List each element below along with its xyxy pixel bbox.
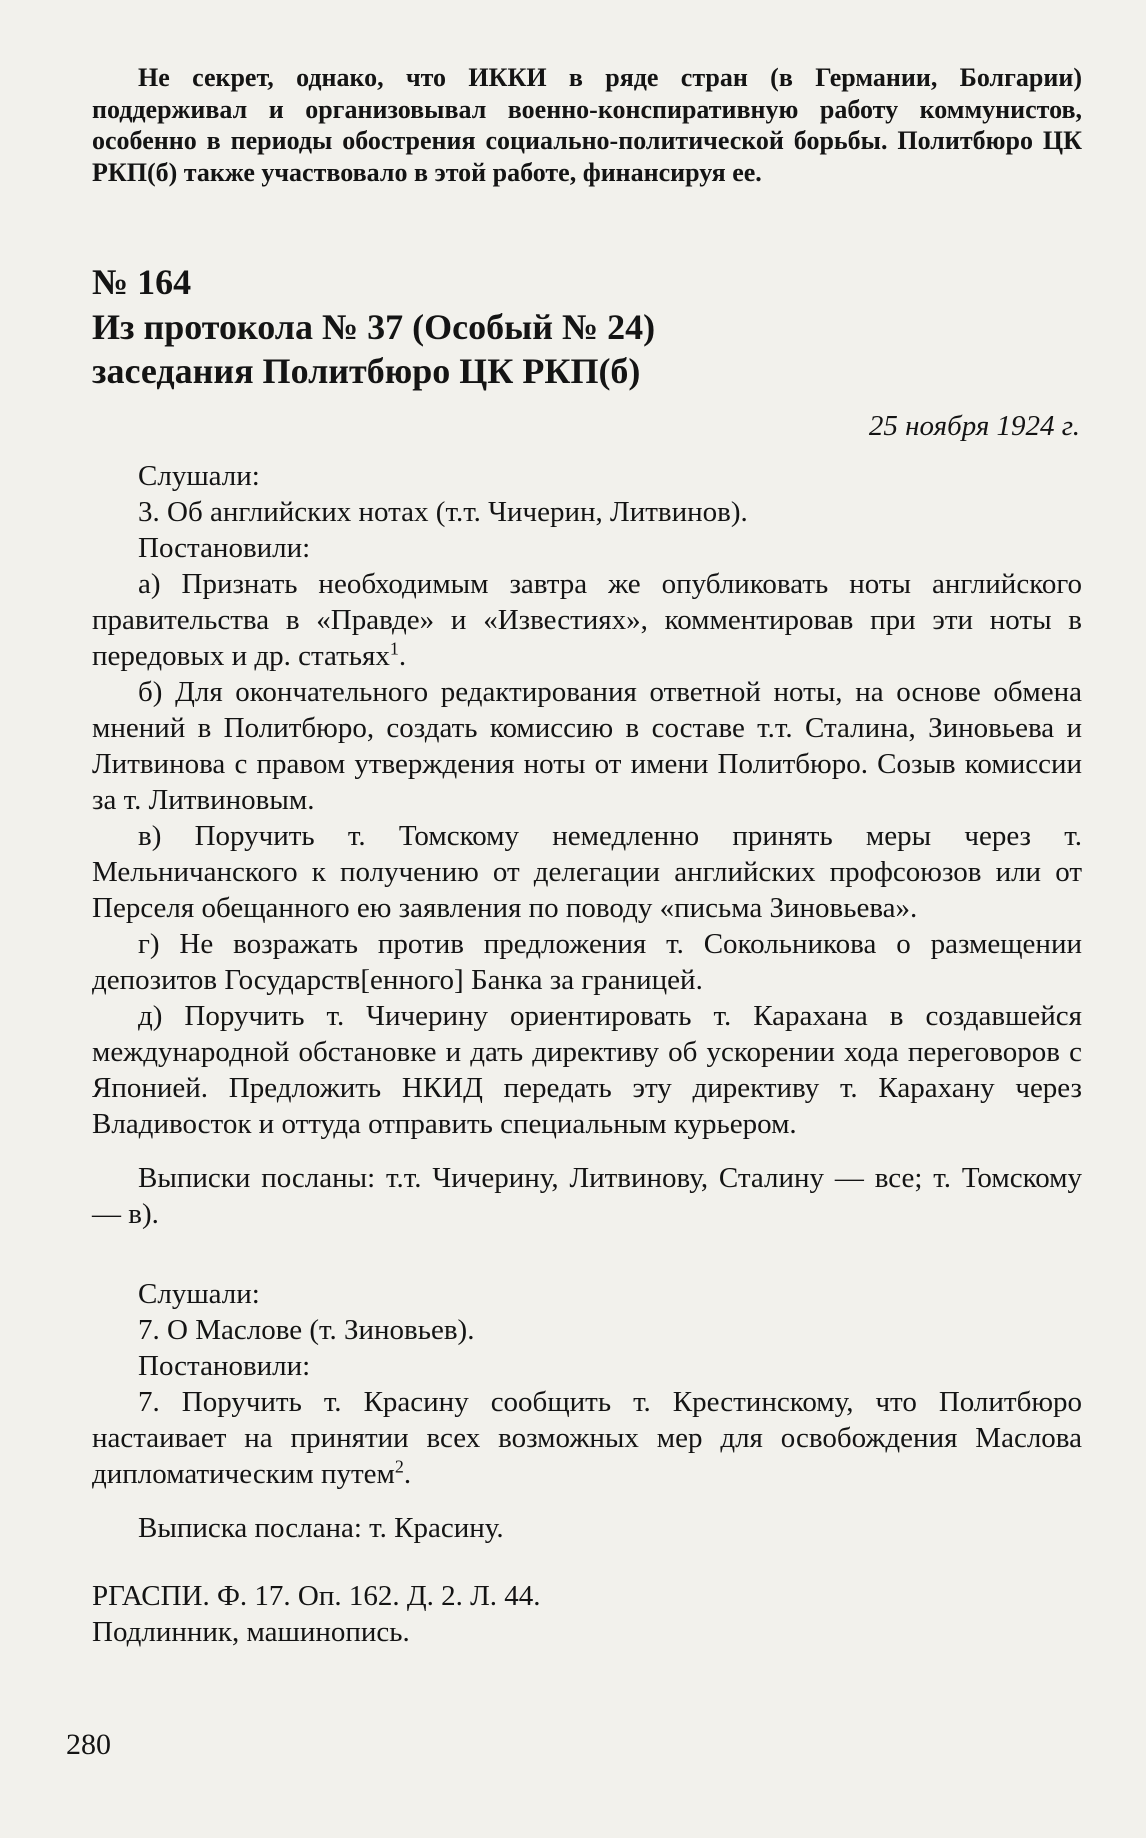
archive-type: Подлинник, машинопись. [92,1616,410,1648]
resolution-a-end: . [398,640,407,672]
extract-sent-2: Выписка послана: т. Красину. [138,1512,504,1544]
resolution-7-end: . [403,1458,412,1490]
archive-citation: РГАСПИ. Ф. 17. Оп. 162. Д. 2. Л. 44. [92,1580,541,1612]
document-title [92,305,792,393]
footnote-ref-2: 2 [394,1456,404,1477]
heard-label-1: Слушали: [138,460,260,492]
resolution-b: б) Для окончательного редактирования ответной ноты, на основе обмена мнений в Политбюро, создать комиссию в составе т.т. Сталина, Зиновьева и Литвинова с правом утверждения ноты от имени Политбюро. Созыв комиссии за т. Литвиновым. [92,676,1082,816]
protocol-body [92,458,1082,1546]
resolution-d: д) Поручить т. Чичерину ориентировать т. Карахана в создавшейся международной обстановке и дать директиву об ускорении хода переговоров с Японией. Предложить НКИД передать эту директиву т. Карахану через Владивосток и оттуда отправить специальным курьером. [92,1000,1082,1140]
document-title-line-1: Из протокола № 37 (Особый № 24) [92,307,656,347]
document-title-line-2: заседания Политбюро ЦК РКП(б) [92,351,641,391]
resolution-7-text: 7. Поручить т. Красину сообщить т. Крестинскому, что Политбюро настаивает на принятии всех возможных мер для освобождения Маслова дипломатическим путем [92,1386,1082,1490]
resolution-a [92,566,1082,674]
archive-reference [92,1578,1082,1650]
heard-label-2: Слушали: [138,1278,260,1310]
resolution-g: г) Не возражать против предложения т. Сокольникова о размещении депозитов Государств[енного] Банка за границей. [92,928,1082,996]
agenda-point-7: 7. О Маслове (т. Зиновьев). [138,1314,475,1346]
resolution-a-text: а) Признать необходимым завтра же опубликовать ноты английского правительства в «Правде» и «Известиях», комментировав при эти ноты в передовых и др. статьях [92,568,1082,672]
page-number: 280 [66,1728,111,1761]
agenda-point-3: 3. Об английских нотах (т.т. Чичерин, Литвинов). [138,496,748,528]
resolved-label-2: Постановили: [138,1350,311,1382]
intro-paragraph: Не секрет, однако, что ИККИ в ряде стран (в Германии, Болгарии) поддерживал и организовывал военно-конспиративную работу коммунистов, особенно в периоды обострения социально-политической борьбы. Политбюро ЦК РКП(б) также участвовало в этой работе, финансируя ее. [92,63,1082,187]
extracts-sent-1: Выписки посланы: т.т. Чичерину, Литвинову, Сталину — все; т. Томскому — в). [92,1162,1082,1230]
resolution-v: в) Поручить т. Томскому немедленно принять меры через т. Мельничанского к получению от делегации английских профсоюзов или от Перселя обещанного ею заявления по поводу «письма Зиновьева». [92,820,1082,924]
resolved-label-1: Постановили: [138,532,311,564]
document-date: 25 ноября 1924 г. [868,410,1080,442]
document-number: № 164 [92,262,192,302]
footnote-ref-1: 1 [389,638,399,659]
resolution-7 [92,1384,1082,1492]
